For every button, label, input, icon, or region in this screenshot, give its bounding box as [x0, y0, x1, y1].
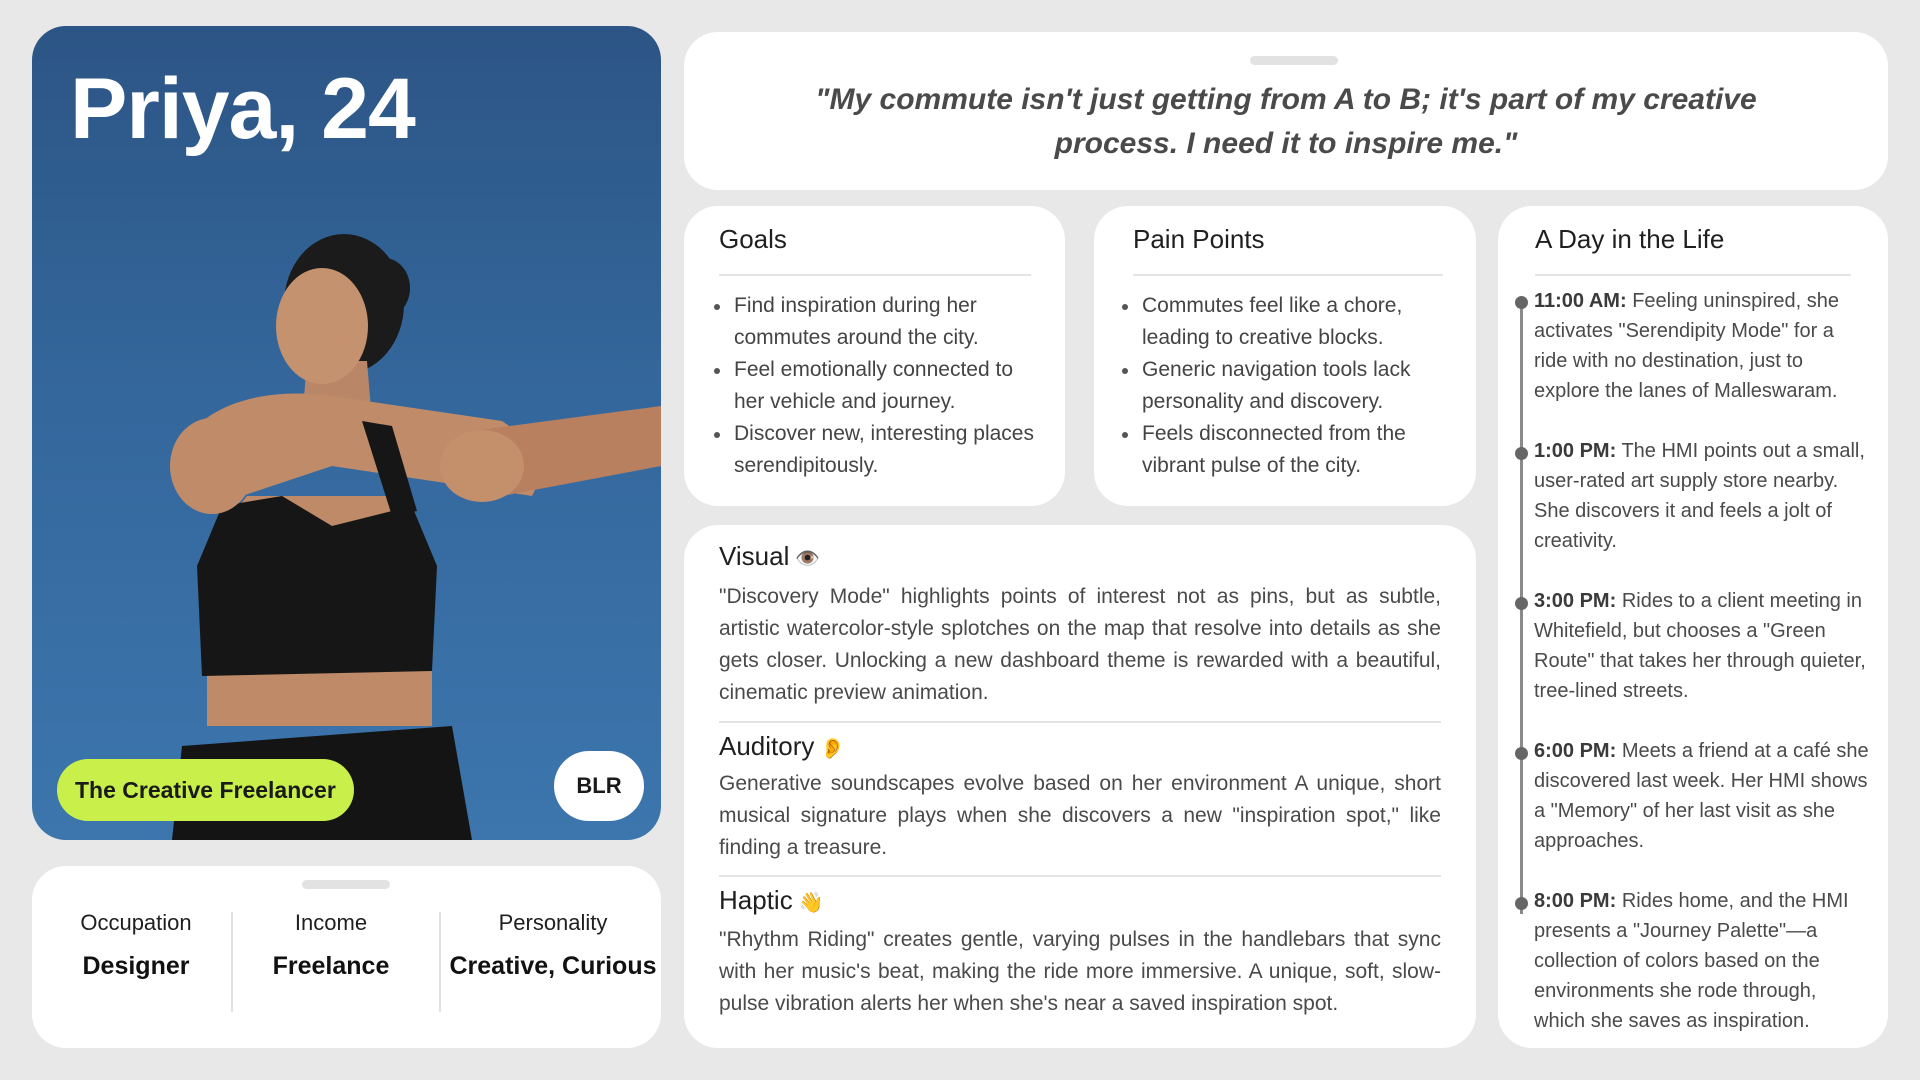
fact-label: Occupation — [80, 910, 192, 935]
ear-icon: 👂 — [820, 738, 846, 760]
pain-points-card — [1094, 206, 1476, 506]
quote-card — [684, 32, 1888, 190]
sense-label: Auditory — [719, 731, 815, 761]
entry-text: Meets a friend at a café she discovered last week. Her HMI shows a "Memory" of her last visit as she approaches. — [1534, 740, 1869, 852]
fact-personality — [447, 910, 659, 981]
sense-label: Haptic — [719, 885, 793, 915]
fact-value: Designer — [82, 952, 190, 980]
persona-name: Priya, 24 — [70, 61, 415, 157]
timeline-entry — [1534, 886, 1870, 1036]
section-divider — [719, 721, 1441, 723]
list-item: Commutes feel like a chore, leading to creative blocks. — [1120, 290, 1460, 354]
sense-body-visual: "Discovery Mode" highlights points of interest not as pins, but as subtle, artistic watercolor-style splotches on the map that resolve into details as she gets closer. Unlocking a new dashboard theme is rewarded with a beautiful, cinematic preview animation. — [719, 585, 1441, 704]
sense-body-auditory: Generative soundscapes evolve based on her environment A unique, short musical signature plays when she discovers a new "inspiration spot," like finding a treasure. — [719, 772, 1441, 859]
section-divider — [719, 274, 1031, 276]
sensory-experience-card — [684, 525, 1476, 1048]
persona-role-tag: The Creative Freelancer — [57, 759, 354, 821]
timeline-dot — [1515, 597, 1528, 610]
sense-title-auditory — [719, 731, 845, 762]
section-divider — [1535, 274, 1851, 276]
drag-handle — [302, 880, 390, 889]
day-in-life-card — [1498, 206, 1888, 1048]
goals-list — [712, 290, 1042, 482]
section-divider — [719, 875, 1441, 877]
timeline-dot — [1515, 897, 1528, 910]
sense-label: Visual — [719, 541, 790, 571]
fact-label: Income — [294, 910, 368, 935]
drag-handle — [1250, 56, 1338, 65]
timeline-entry — [1534, 736, 1870, 856]
list-item: Find inspiration during her commutes around the city. — [712, 290, 1042, 354]
sense-body-haptic: "Rhythm Riding" creates gentle, varying pulses in the handlebars that sync with her music's beat, making the ride more immersive. A unique, soft, slow-pulse vibration alerts her when she's near a saved inspiration spot. — [719, 928, 1441, 1015]
fact-value: Freelance — [272, 952, 390, 980]
list-item: Feel emotionally connected to her vehicle and journey. — [712, 354, 1042, 418]
day-title: A Day in the Life — [1535, 224, 1725, 254]
fact-divider — [439, 912, 441, 1012]
timeline-dot — [1515, 447, 1528, 460]
fact-divider — [231, 912, 233, 1012]
persona-city-tag: BLR — [554, 751, 644, 821]
list-item: Discover new, interesting places serendipitously. — [712, 418, 1042, 482]
eye-icon: 👁️ — [795, 548, 821, 570]
entry-text: Rides home, and the HMI presents a "Journey Palette"—a collection of colors based on the environments she rode through, which she saves as inspiration. — [1534, 890, 1849, 1032]
waving-hand-icon: 👋 — [798, 892, 824, 914]
timeline-entry — [1534, 436, 1870, 556]
fact-income — [256, 910, 406, 981]
persona-quote: "My commute isn't just getting from A to B; it's part of my creative process. I need it to inspire me." — [815, 83, 1757, 160]
list-item: Generic navigation tools lack personality and discovery. — [1120, 354, 1460, 418]
entry-time: 8:00 PM: — [1534, 890, 1617, 912]
persona-photo-card — [32, 26, 661, 840]
fact-occupation — [66, 910, 206, 981]
timeline-dot — [1515, 296, 1528, 309]
persona-facts-card — [32, 866, 661, 1048]
entry-text: The HMI points out a small, user-rated art supply store nearby. She discovers it and feels a jolt of creativity. — [1534, 440, 1865, 552]
timeline-entry — [1534, 286, 1870, 406]
section-divider — [1133, 274, 1443, 276]
pain-points-title: Pain Points — [1133, 224, 1265, 254]
sense-title-visual — [719, 541, 820, 572]
list-item: Feels disconnected from the vibrant pulse of the city. — [1120, 418, 1460, 482]
timeline-entry — [1534, 586, 1870, 706]
entry-time: 3:00 PM: — [1534, 590, 1617, 612]
entry-time: 11:00 AM: — [1534, 290, 1627, 312]
fact-label: Personality — [498, 910, 608, 935]
entry-text: Feeling uninspired, she activates "Serendipity Mode" for a ride with no destination, just to explore the lanes of Malleswaram. — [1534, 290, 1839, 402]
sense-title-haptic — [719, 885, 824, 916]
pain-points-list — [1120, 290, 1460, 482]
entry-text: Rides to a client meeting in Whitefield, but chooses a "Green Route" that takes her through quieter, tree-lined streets. — [1534, 590, 1866, 702]
entry-time: 1:00 PM: — [1534, 440, 1617, 462]
entry-time: 6:00 PM: — [1534, 740, 1617, 762]
goals-title: Goals — [719, 224, 787, 254]
fact-value: Creative, Curious — [449, 952, 657, 980]
timeline-dot — [1515, 747, 1528, 760]
goals-card — [684, 206, 1065, 506]
